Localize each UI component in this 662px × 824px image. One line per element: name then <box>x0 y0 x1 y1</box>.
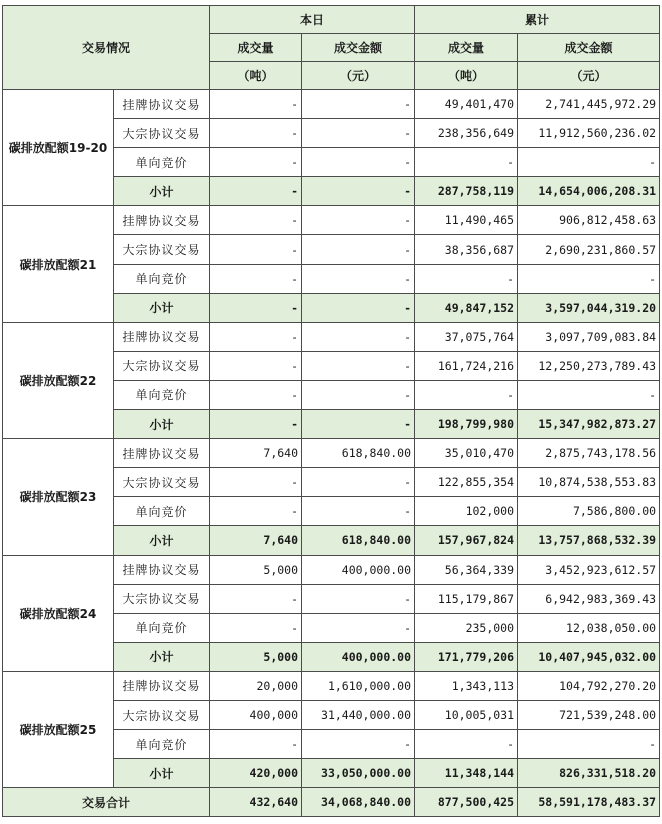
today-amount-cell: - <box>302 468 415 497</box>
cumulative-amount-cell: 2,741,445,972.29 <box>518 90 660 119</box>
total-row <box>3 788 660 817</box>
table-row <box>3 322 660 351</box>
today-amount-header: 成交金额 <box>302 34 415 62</box>
trade-type-label: 大宗协议交易 <box>114 235 210 264</box>
trade-type-label: 大宗协议交易 <box>114 468 210 497</box>
trade-type-label: 挂牌协议交易 <box>114 322 210 351</box>
subtotal-label: 小计 <box>114 759 210 788</box>
cumulative-amount-cell: - <box>518 380 660 409</box>
subtotal-label: 小计 <box>114 293 210 322</box>
subtotal-cumulative-volume: 49,847,152 <box>415 293 518 322</box>
today-amount-cell: - <box>302 148 415 177</box>
today-volume-cell: - <box>210 380 302 409</box>
subtotal-cumulative-volume: 287,758,119 <box>415 177 518 206</box>
trading-summary-table-container <box>2 5 660 817</box>
subtotal-cumulative-amount: 826,331,518.20 <box>518 759 660 788</box>
total-today-amount: 34,068,840.00 <box>302 788 415 817</box>
cumulative-amount-cell: 12,250,273,789.43 <box>518 351 660 380</box>
table-row <box>3 90 660 119</box>
cumulative-amount-cell: 6,942,983,369.43 <box>518 584 660 613</box>
allowance-group-name: 碳排放配额22 <box>3 322 114 438</box>
cumulative-volume-cell: 122,855,354 <box>415 468 518 497</box>
subtotal-cumulative-amount: 10,407,945,032.00 <box>518 642 660 671</box>
today-amount-cell: - <box>302 206 415 235</box>
subtotal-today-volume: 420,000 <box>210 759 302 788</box>
total-today-volume: 432,640 <box>210 788 302 817</box>
cumulative-volume-cell: 49,401,470 <box>415 90 518 119</box>
subtotal-today-amount: 33,050,000.00 <box>302 759 415 788</box>
subtotal-label: 小计 <box>114 642 210 671</box>
today-volume-cell: - <box>210 264 302 293</box>
cumulative-amount-cell: 2,690,231,860.57 <box>518 235 660 264</box>
cumulative-volume-cell: 115,179,867 <box>415 584 518 613</box>
subtotal-label: 小计 <box>114 526 210 555</box>
today-volume-cell: - <box>210 119 302 148</box>
today-volume-header: 成交量 <box>210 34 302 62</box>
table-row <box>3 671 660 700</box>
today-amount-unit: （元） <box>302 62 415 90</box>
today-volume-cell: - <box>210 322 302 351</box>
today-volume-cell: - <box>210 351 302 380</box>
cumulative-amount-cell: 2,875,743,178.56 <box>518 439 660 468</box>
trade-type-label: 挂牌协议交易 <box>114 90 210 119</box>
subtotal-label: 小计 <box>114 177 210 206</box>
cumulative-amount-cell: 906,812,458.63 <box>518 206 660 235</box>
table-row <box>3 555 660 584</box>
subtotal-cumulative-amount: 15,347,982,873.27 <box>518 410 660 439</box>
cumulative-volume-cell: - <box>415 264 518 293</box>
today-volume-cell: - <box>210 90 302 119</box>
today-amount-cell: - <box>302 584 415 613</box>
today-volume-cell: - <box>210 206 302 235</box>
subtotal-today-amount: - <box>302 177 415 206</box>
today-amount-cell: - <box>302 235 415 264</box>
cumulative-volume-cell: 235,000 <box>415 613 518 642</box>
cumulative-volume-cell: 56,364,339 <box>415 555 518 584</box>
trade-type-label: 挂牌协议交易 <box>114 439 210 468</box>
today-volume-cell: 400,000 <box>210 700 302 729</box>
subtotal-today-volume: 7,640 <box>210 526 302 555</box>
trading-summary-table <box>2 5 660 817</box>
today-amount-cell: - <box>302 90 415 119</box>
subtotal-today-amount: 618,840.00 <box>302 526 415 555</box>
today-volume-cell: - <box>210 730 302 759</box>
cumulative-volume-cell: 38,356,687 <box>415 235 518 264</box>
today-volume-cell: 5,000 <box>210 555 302 584</box>
header-row-1 <box>3 6 660 34</box>
cumulative-volume-cell: - <box>415 148 518 177</box>
today-amount-cell: 400,000.00 <box>302 555 415 584</box>
cumulative-amount-cell: 104,792,270.20 <box>518 671 660 700</box>
subtotal-today-amount: - <box>302 410 415 439</box>
cumulative-amount-unit: （元） <box>518 62 660 90</box>
cumulative-amount-cell: 721,539,248.00 <box>518 700 660 729</box>
today-volume-cell: - <box>210 497 302 526</box>
subtotal-cumulative-amount: 13,757,868,532.39 <box>518 526 660 555</box>
cumulative-volume-cell: 35,010,470 <box>415 439 518 468</box>
corner-header: 交易情况 <box>3 6 210 90</box>
subtotal-today-amount: 400,000.00 <box>302 642 415 671</box>
cumulative-amount-header: 成交金额 <box>518 34 660 62</box>
today-amount-cell: 1,610,000.00 <box>302 671 415 700</box>
cumulative-volume-cell: - <box>415 380 518 409</box>
subtotal-today-amount: - <box>302 293 415 322</box>
today-volume-cell: - <box>210 468 302 497</box>
allowance-group-name: 碳排放配额21 <box>3 206 114 322</box>
cumulative-amount-cell: - <box>518 148 660 177</box>
cumulative-amount-cell: - <box>518 730 660 759</box>
total-cumulative-volume: 877,500,425 <box>415 788 518 817</box>
subtotal-cumulative-amount: 14,654,006,208.31 <box>518 177 660 206</box>
allowance-group-name: 碳排放配额23 <box>3 439 114 555</box>
trade-type-label: 单向竞价 <box>114 730 210 759</box>
allowance-group-name: 碳排放配额19-20 <box>3 90 114 206</box>
subtotal-label: 小计 <box>114 410 210 439</box>
subtotal-today-volume: - <box>210 293 302 322</box>
today-amount-cell: - <box>302 119 415 148</box>
cumulative-volume-unit: （吨） <box>415 62 518 90</box>
today-amount-cell: - <box>302 730 415 759</box>
today-amount-cell: - <box>302 613 415 642</box>
trade-type-label: 挂牌协议交易 <box>114 206 210 235</box>
trade-type-label: 单向竞价 <box>114 148 210 177</box>
cumulative-volume-cell: - <box>415 730 518 759</box>
today-amount-cell: - <box>302 264 415 293</box>
today-volume-cell: - <box>210 613 302 642</box>
cumulative-amount-cell: 11,912,560,236.02 <box>518 119 660 148</box>
trade-type-label: 大宗协议交易 <box>114 700 210 729</box>
cumulative-volume-cell: 238,356,649 <box>415 119 518 148</box>
trade-type-label: 挂牌协议交易 <box>114 555 210 584</box>
cumulative-amount-cell: 3,097,709,083.84 <box>518 322 660 351</box>
today-volume-unit: （吨） <box>210 62 302 90</box>
cumulative-amount-cell: 7,586,800.00 <box>518 497 660 526</box>
trade-type-label: 单向竞价 <box>114 497 210 526</box>
table-row <box>3 206 660 235</box>
today-header: 本日 <box>210 6 415 34</box>
cumulative-volume-header: 成交量 <box>415 34 518 62</box>
cumulative-volume-cell: 11,490,465 <box>415 206 518 235</box>
trade-type-label: 大宗协议交易 <box>114 351 210 380</box>
today-volume-cell: - <box>210 235 302 264</box>
trade-type-label: 大宗协议交易 <box>114 119 210 148</box>
subtotal-cumulative-volume: 171,779,206 <box>415 642 518 671</box>
table-row <box>3 439 660 468</box>
today-volume-cell: 20,000 <box>210 671 302 700</box>
subtotal-cumulative-volume: 157,967,824 <box>415 526 518 555</box>
trade-type-label: 单向竞价 <box>114 613 210 642</box>
subtotal-today-volume: - <box>210 177 302 206</box>
subtotal-today-volume: - <box>210 410 302 439</box>
subtotal-cumulative-amount: 3,597,044,319.20 <box>518 293 660 322</box>
trade-type-label: 挂牌协议交易 <box>114 671 210 700</box>
total-label: 交易合计 <box>3 788 210 817</box>
today-amount-cell: 31,440,000.00 <box>302 700 415 729</box>
allowance-group-name: 碳排放配额25 <box>3 671 114 787</box>
cumulative-amount-cell: 3,452,923,612.57 <box>518 555 660 584</box>
cumulative-header: 累计 <box>415 6 660 34</box>
subtotal-cumulative-volume: 11,348,144 <box>415 759 518 788</box>
subtotal-cumulative-volume: 198,799,980 <box>415 410 518 439</box>
subtotal-today-volume: 5,000 <box>210 642 302 671</box>
trade-type-label: 单向竞价 <box>114 264 210 293</box>
cumulative-amount-cell: 12,038,050.00 <box>518 613 660 642</box>
cumulative-volume-cell: 10,005,031 <box>415 700 518 729</box>
today-volume-cell: 7,640 <box>210 439 302 468</box>
cumulative-volume-cell: 161,724,216 <box>415 351 518 380</box>
today-amount-cell: - <box>302 351 415 380</box>
cumulative-volume-cell: 1,343,113 <box>415 671 518 700</box>
cumulative-volume-cell: 37,075,764 <box>415 322 518 351</box>
today-volume-cell: - <box>210 584 302 613</box>
today-amount-cell: - <box>302 380 415 409</box>
today-amount-cell: - <box>302 322 415 351</box>
today-volume-cell: - <box>210 148 302 177</box>
trade-type-label: 单向竞价 <box>114 380 210 409</box>
today-amount-cell: 618,840.00 <box>302 439 415 468</box>
cumulative-amount-cell: - <box>518 264 660 293</box>
cumulative-volume-cell: 102,000 <box>415 497 518 526</box>
cumulative-amount-cell: 10,874,538,553.83 <box>518 468 660 497</box>
trade-type-label: 大宗协议交易 <box>114 584 210 613</box>
allowance-group-name: 碳排放配额24 <box>3 555 114 671</box>
today-amount-cell: - <box>302 497 415 526</box>
total-cumulative-amount: 58,591,178,483.37 <box>518 788 660 817</box>
